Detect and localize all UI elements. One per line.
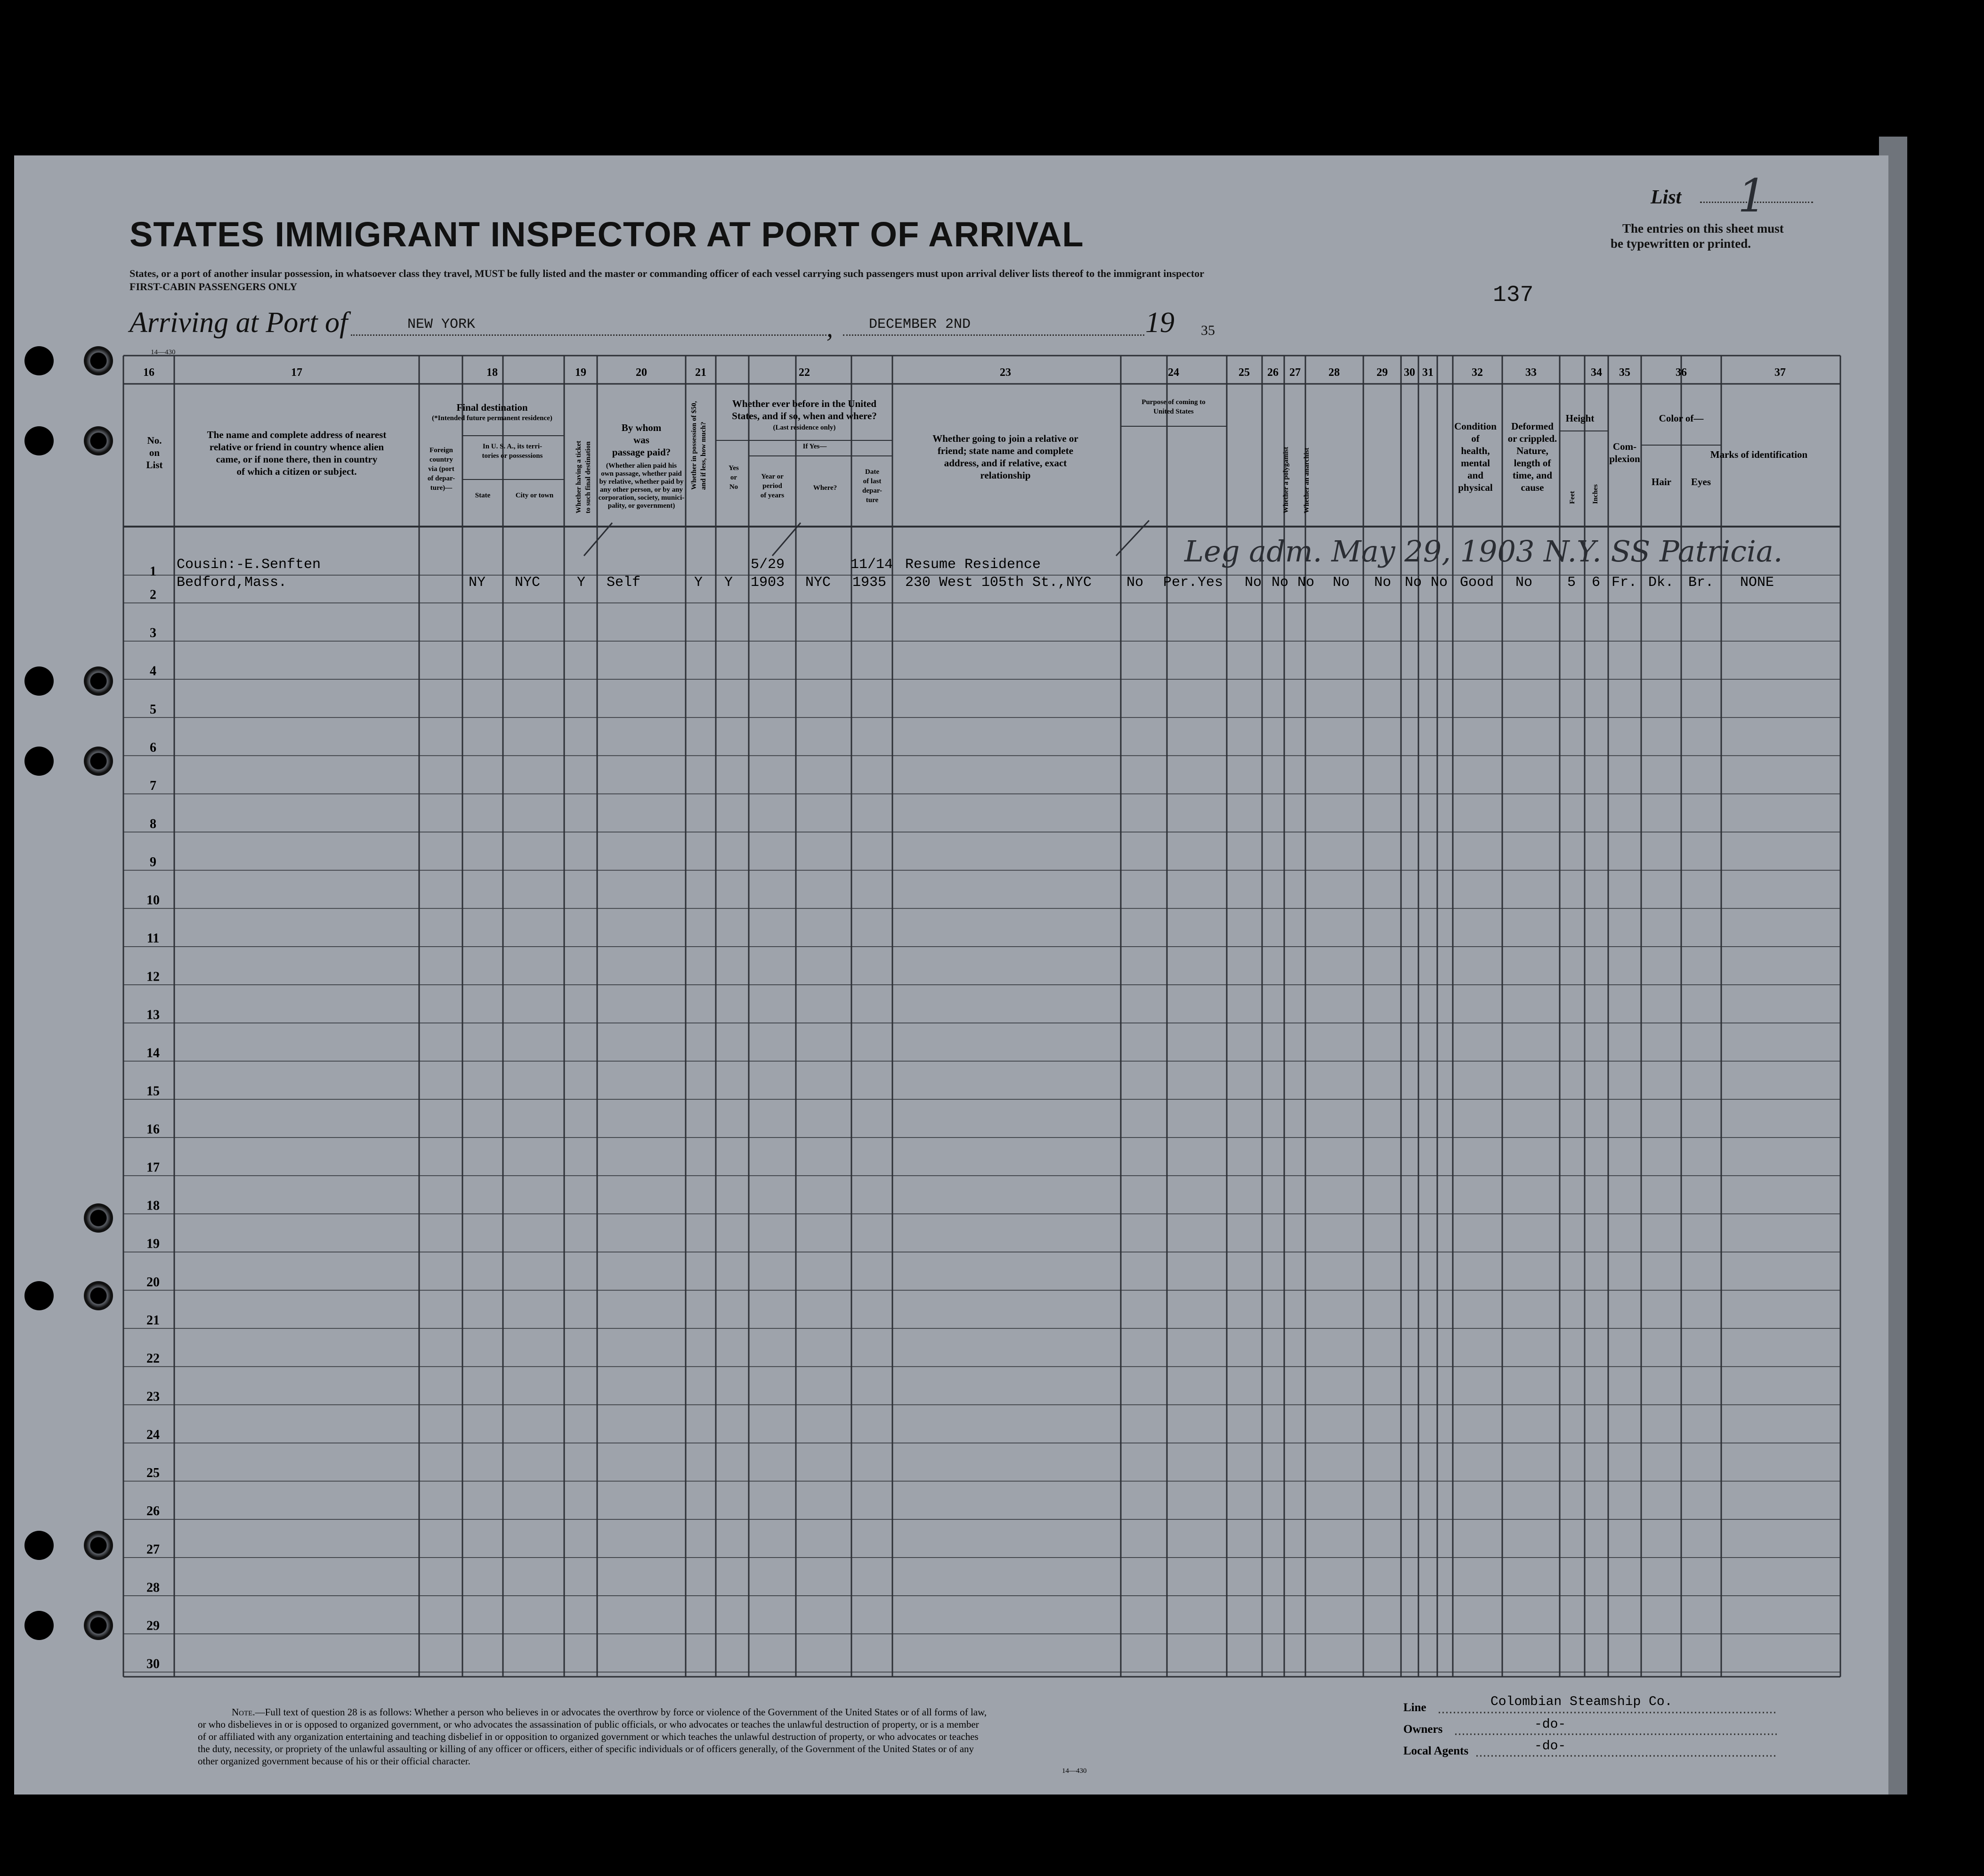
row-number: 2: [150, 587, 156, 602]
header-if-yes: If Yes—: [802, 443, 827, 450]
header-marks: Marks of identification: [1710, 449, 1808, 460]
header-deformed-2: or crippled.: [1507, 433, 1557, 444]
header-paid-note-1: (Whether alien paid his: [606, 462, 677, 470]
form-subtitle: States, or a port of another insular possession, in whatsoever class they travel, MUST be fully listed and the master or commanding officer of each vessel carrying such passengers must upon arrival deliver lists thereof to the immigrant inspector: [130, 268, 1204, 279]
column-number: 36: [1676, 366, 1687, 379]
inches-value: 6: [1592, 575, 1601, 591]
header-state: State: [475, 492, 491, 499]
column-number: 27: [1289, 366, 1301, 379]
row-number: 26: [146, 1504, 160, 1519]
owners-label: Owners: [1403, 1723, 1443, 1736]
instructions-line-1: The entries on this sheet must: [1622, 221, 1784, 236]
header-complexion-1: Com-: [1612, 441, 1637, 452]
header-ticket-line-1: Whether having a ticket: [575, 440, 583, 513]
header-anarchist: Whether an anarchist: [1303, 447, 1311, 513]
header-usa-line-2: tories or possessions: [482, 452, 543, 460]
purpose-value-2: Per.: [1163, 575, 1198, 591]
header-foreign-line-5: ture)—: [430, 484, 453, 492]
header-joining-line-4: relationship: [980, 470, 1031, 481]
header-purpose-line-2: United States: [1153, 408, 1194, 415]
header-deformed-1: Deformed: [1511, 421, 1554, 432]
header-money-line-1: Whether in possession of $50,: [690, 401, 698, 490]
row-number: 13: [146, 1007, 160, 1023]
row-number: 15: [146, 1084, 160, 1099]
header-before-line-1: Whether ever before in the United: [732, 398, 877, 409]
marks-value: NONE: [1740, 575, 1774, 591]
port-value: NEW YORK: [407, 317, 476, 333]
row-number: 19: [146, 1236, 160, 1251]
header-paid-note-6: pality, or government): [607, 502, 675, 510]
column-number: 17: [291, 366, 302, 379]
header-before-note: (Last residence only): [773, 424, 836, 431]
row-number: 25: [146, 1466, 160, 1481]
date-comma: ,: [826, 314, 833, 343]
header-joining-line-2: friend; state name and complete: [937, 445, 1074, 456]
header-yes-no-1: Yes: [729, 464, 739, 472]
date-value: DECEMBER 2ND: [869, 317, 971, 333]
year-line-2: 1903: [751, 575, 785, 591]
header-inches: Inches: [1592, 484, 1599, 504]
row-number: 24: [146, 1428, 160, 1443]
header-year-3: of years: [760, 492, 785, 499]
header-joining-line-1: Whether going to join a relative or: [932, 433, 1078, 444]
header-polygamist: Whether a polygamist: [1282, 447, 1290, 513]
column-number: 22: [799, 366, 810, 379]
header-paid-note-2: own passage, whether paid: [601, 470, 682, 478]
header-yes-no-2: or: [730, 474, 737, 481]
header-departure-4: ture: [866, 496, 879, 504]
agents-label: Local Agents: [1403, 1745, 1469, 1757]
row-number: 8: [150, 817, 156, 831]
header-money-line-2: and if less, how much?: [700, 422, 707, 490]
before-value: Y: [724, 575, 733, 591]
column-number: 18: [486, 366, 498, 379]
year-prefix: 19: [1145, 307, 1174, 339]
agents-value: -do-: [1534, 1739, 1566, 1754]
row-number: 22: [146, 1351, 160, 1366]
column-number: 19: [575, 366, 586, 379]
handwritten-annotation: Leg adm. May 29, 1903 N.Y. SS Patricia.: [1184, 534, 1783, 568]
q25-value: No: [1245, 575, 1262, 591]
row-number: 28: [146, 1580, 160, 1595]
note-line-3: of or affiliated with any organization entertaining and teaching disbelief in or opposition to organized government or which teaches the unlawful destruction of property, or who advocates or teaches: [198, 1731, 979, 1742]
q26-value: No: [1271, 575, 1289, 591]
header-deformed-6: cause: [1521, 482, 1544, 493]
line-value: Colombian Steamship Co.: [1490, 1695, 1673, 1709]
health-value: Good: [1460, 575, 1494, 591]
header-health-1: Condition: [1454, 421, 1497, 432]
owners-value: -do-: [1534, 1717, 1566, 1732]
row-number: 29: [146, 1618, 160, 1633]
header-departure-3: depar-: [862, 487, 882, 495]
paid-by-value: Self: [607, 575, 641, 591]
row-number: 16: [146, 1122, 160, 1137]
header-relative-line-4: of which a citizen or subject.: [236, 466, 357, 477]
q28-value: No: [1333, 575, 1350, 591]
header-paid-note-3: by relative, whether paid by: [599, 478, 684, 486]
column-number: 24: [1168, 366, 1179, 379]
line-label: Line: [1403, 1701, 1426, 1714]
page-stamp: 137: [1493, 283, 1534, 308]
column-number: 16: [143, 366, 154, 379]
relative-line-1: Cousin:-E.Senften: [177, 557, 321, 573]
header-paid-line-2: was: [633, 434, 649, 446]
row-number: 5: [150, 702, 156, 717]
row-number: 6: [150, 740, 156, 755]
header-relative-line-3: came, or if none there, then in country: [216, 454, 378, 465]
row-number: 30: [146, 1657, 160, 1672]
row-number: 21: [146, 1313, 160, 1328]
row-number: 1: [150, 564, 156, 579]
column-number: 25: [1239, 366, 1250, 379]
header-deformed-3: Nature,: [1516, 445, 1548, 456]
row-number: 20: [146, 1275, 160, 1290]
year-suffix: 35: [1201, 323, 1215, 338]
header-foreign-line-2: country: [429, 456, 453, 463]
note-label: Note.—: [232, 1706, 265, 1718]
header-foreign-line-1: Foreign: [429, 447, 453, 454]
arriving-label: Arriving at Port of: [130, 307, 348, 339]
header-purpose-line-1: Purpose of coming to: [1142, 398, 1206, 406]
header-deformed-4: length of: [1514, 457, 1551, 469]
header-hair: Hair: [1652, 476, 1671, 487]
departure-line-1: 11/14: [850, 557, 893, 573]
header-final-destination-note: (*Intended future permanent residence): [432, 414, 552, 422]
q30-value: No: [1405, 575, 1422, 591]
header-departure-2: of last: [863, 478, 882, 485]
column-number: 35: [1619, 366, 1630, 379]
header-city: City or town: [515, 492, 554, 499]
deformed-value: No: [1515, 575, 1533, 591]
header-before-line-2: States, and if so, when and where?: [732, 410, 877, 422]
header-departure-1: Date: [865, 468, 879, 476]
row-number: 11: [146, 931, 160, 946]
row-number: 10: [146, 893, 160, 908]
purpose-value-3: Yes: [1198, 575, 1223, 591]
header-ticket-line-2: to such final destination: [584, 441, 592, 513]
header-no-line-1: No.: [147, 435, 162, 446]
row-number: 23: [146, 1389, 160, 1404]
header-no-line-3: List: [146, 459, 163, 471]
row-number: 3: [150, 625, 156, 641]
joining-line-1: Resume Residence: [905, 557, 1041, 573]
header-yes-no-3: No: [729, 483, 738, 491]
city-value: NYC: [515, 575, 541, 591]
header-relative-line-2: relative or friend in country whence alien: [209, 441, 384, 453]
header-where: Where?: [813, 484, 837, 492]
row-number: 9: [150, 855, 156, 870]
header-health-5: and: [1467, 470, 1483, 481]
form-code-top: 14—430: [151, 349, 176, 356]
column-number: 31: [1422, 366, 1433, 379]
header-no-line-2: on: [149, 447, 160, 458]
header-paid-note-5: corporation, society, munici-: [598, 494, 685, 502]
header-complexion-2: plexion: [1609, 453, 1640, 464]
column-number: 32: [1472, 366, 1483, 379]
row-number: 4: [150, 664, 156, 679]
ticket-value: Y: [577, 575, 586, 591]
column-number: 26: [1267, 366, 1279, 379]
note-text-1: Full text of question 28 is as follows: Whether a person who believes in or advocates the overthrow by force or violence of the Government of the United States or of all forms of law,: [265, 1706, 987, 1718]
header-joining-line-3: address, and if relative, exact: [944, 457, 1067, 469]
column-number: 20: [636, 366, 647, 379]
header-year-1: Year or: [761, 473, 784, 480]
header-final-destination: Final destination: [456, 402, 528, 413]
header-eyes: Eyes: [1691, 476, 1711, 487]
form-code-bottom: 14—430: [1062, 1767, 1087, 1775]
header-health-4: mental: [1461, 457, 1490, 469]
note-line-4: the duty, necessity, or propriety of the unlawful assaulting or killing of any officer or officers, either of specific individuals or of officers generally, of the Government of the United States or of any: [198, 1743, 974, 1754]
form-title: STATES IMMIGRANT INSPECTOR AT PORT OF ARRIVAL: [130, 215, 1084, 254]
feet-value: 5: [1567, 575, 1576, 591]
column-number: 23: [1000, 366, 1011, 379]
header-paid-line-3: passage paid?: [612, 447, 671, 458]
class-label: FIRST-CABIN PASSENGERS ONLY: [130, 281, 298, 292]
row-number: 17: [146, 1160, 160, 1175]
header-height: Height: [1565, 413, 1595, 424]
purpose-value-1: No: [1126, 575, 1144, 591]
header-year-2: period: [762, 482, 782, 490]
column-number: 37: [1774, 366, 1786, 379]
year-line-1: 5/29: [751, 557, 785, 573]
header-deformed-5: time, and: [1513, 470, 1552, 481]
departure-line-2: 1935: [852, 575, 887, 591]
note-line-2: or who disbelieves in or is opposed to organized government, or who advocates the assassination of public officials, or who advocates or teaches the unlawful destruction of property, or is a member: [198, 1719, 979, 1730]
header-usa-line-1: In U. S. A., its terri-: [482, 443, 543, 450]
row-number: 12: [146, 969, 160, 984]
relative-line-2: Bedford,Mass.: [177, 575, 287, 591]
header-color-of: Color of—: [1659, 413, 1704, 424]
note-line-5: other organized government because of his or their official character.: [198, 1755, 470, 1767]
column-number: 21: [695, 366, 706, 379]
row-number: 7: [150, 778, 156, 793]
note-line-1: [232, 1706, 987, 1718]
joining-line-2: 230 West 105th St.,NYC: [905, 575, 1092, 591]
instructions-line-2: be typewritten or printed.: [1611, 236, 1751, 251]
header-health-3: health,: [1461, 445, 1490, 456]
header-paid-note-4: any other person, or by any: [599, 486, 683, 494]
row-number: 18: [146, 1198, 160, 1213]
q29-value: No: [1374, 575, 1392, 591]
hair-value: Dk.: [1648, 575, 1674, 591]
money-value: Y: [694, 575, 703, 591]
header-foreign-line-4: of depar-: [427, 475, 455, 482]
header-health-2: of: [1471, 433, 1480, 444]
q31-value: No: [1431, 575, 1448, 591]
state-value: NY: [469, 575, 486, 591]
list-label: List: [1651, 187, 1682, 208]
complexion-value: Fr.: [1611, 575, 1637, 591]
column-number: 34: [1591, 366, 1602, 379]
eyes-value: Br.: [1688, 575, 1714, 591]
q27-value: No: [1297, 575, 1315, 591]
header-health-6: physical: [1458, 482, 1493, 493]
row-number: 27: [146, 1542, 160, 1557]
list-number: 1: [1738, 170, 1767, 222]
where-value: NYC: [805, 575, 831, 591]
header-foreign-line-3: via (port: [428, 465, 454, 473]
row-number: 14: [146, 1046, 160, 1061]
column-number: 29: [1377, 366, 1388, 379]
column-number: 30: [1404, 366, 1415, 379]
header-relative-line-1: The name and complete address of nearest: [207, 429, 387, 440]
header-paid-line-1: By whom: [621, 422, 662, 433]
column-number: 33: [1525, 366, 1537, 379]
header-feet: Feet: [1569, 491, 1576, 504]
column-number: 28: [1328, 366, 1340, 379]
